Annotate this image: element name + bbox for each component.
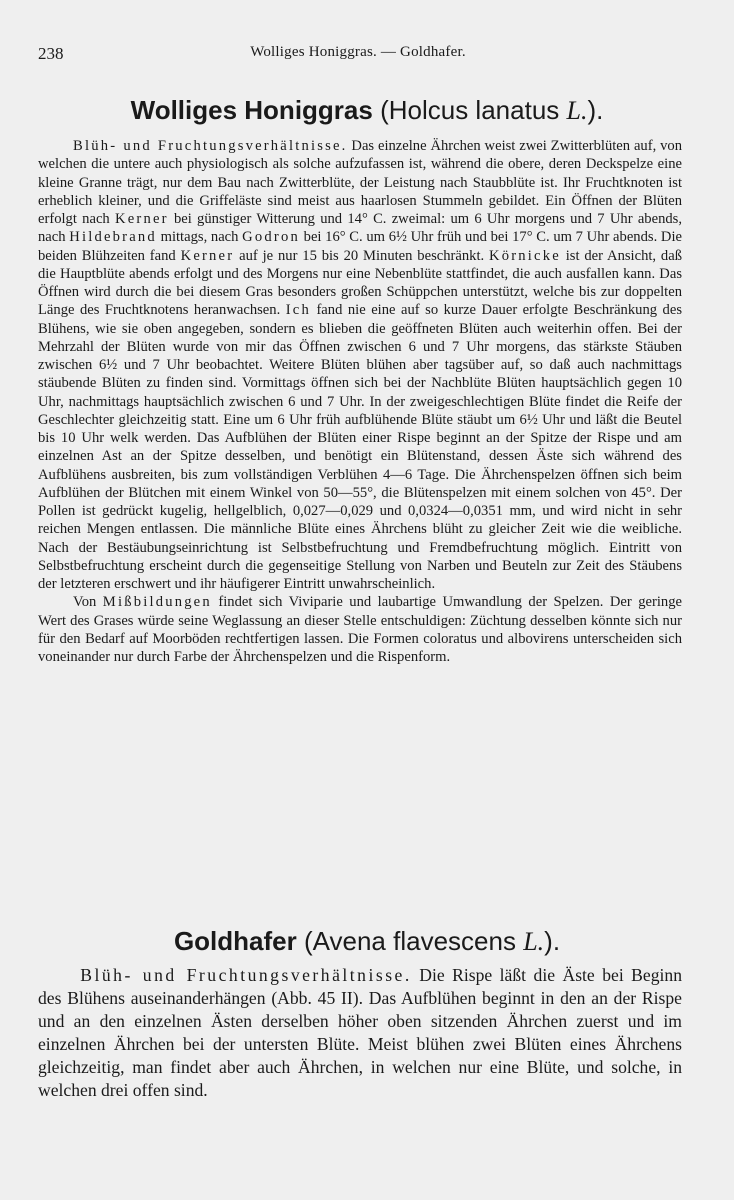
paragraph-heading: Mißbildungen xyxy=(102,594,212,611)
paragraph-heading: Blüh- und Fruchtungsverhältnisse. xyxy=(73,138,348,154)
section-title-goldhafer xyxy=(0,926,734,957)
paragraph-text: mittags, nach xyxy=(156,229,243,246)
paragraph-text: auf je nur 15 bis 20 Minuten beschränkt. xyxy=(234,247,489,264)
paragraph-text: bei 16° C. um 6½ Uhr früh und bei 17° C. um 7 Uhr abends. Die beiden Blühzeiten fand xyxy=(38,229,682,264)
paragraph-text: Das einzelne Ährchen weist zwei Zwitterblüten auf, von welchen die untere auch physiologisch als solche aufzufassen ist, während die obere, deren Deckspelze eine kleine Granne trägt, nur dem Bau nach Zwitterblüte, der Leistung nach Staubblüte ist. Ihr Fruchtknoten ist erheblich kleiner, und die Griffeläste sind meist aus haarlosen Stummeln gebildet. Ein Öffnen der Blüten erfolgt nach xyxy=(38,138,682,227)
paragraph-bluehverhaeltnisse xyxy=(38,137,682,593)
section-title-common-name: Goldhafer xyxy=(173,926,297,956)
section-title-common-name: Wolliges Honiggras xyxy=(130,95,373,125)
author-name: Körnicke xyxy=(489,247,561,264)
section-body-wolliges-honiggras xyxy=(38,137,682,666)
section-title-close: ). xyxy=(544,926,561,956)
author-name: Hildebrand xyxy=(69,229,157,246)
paragraph-text: findet sich Viviparie und laubartige Umwandlung der Spelzen. Der geringe Wert des Grases würde seine Weglassung an dieser Stelle entschuldigen: Züchtung desselben könnte sich nur für den Bedarf auf Moorböden rechtfertigen lassen. Die Formen coloratus und albovirens unterscheiden sich voneinander nur durch Farbe der Ährchenspelzen und die Rispenform. xyxy=(38,594,682,665)
page-number: 238 xyxy=(38,44,64,63)
running-head xyxy=(38,44,678,66)
author-name: Kerner xyxy=(180,247,235,264)
paragraph-text: Von xyxy=(73,594,103,611)
section-title-latin-name: (Holcus lanatus xyxy=(380,95,567,125)
section-title-latin-name: (Avena flavescens xyxy=(303,926,524,956)
paragraph-text: Die Rispe läßt die Äste bei Beginn des Blühens auseinanderhängen (Abb. 45 II). Das Aufblühen beginnt in den an der Rispe und an den einzelnen Ästen derselben höher oben sitzenden Ährchen zuerst und im einzelnen Ährchen bei der untersten Blüte. Meist blühen zwei Blüten eines Ährchens gleichzeitig, man findet aber auch Ährchen, in welchen nur eine Blüte, und solche, in welchen drei offen sind. xyxy=(38,965,682,1101)
author-name: Kerner xyxy=(114,211,169,227)
section-title-wolliges-honiggras xyxy=(0,95,734,126)
running-head-title: Wolliges Honiggras. — Goldhafer. xyxy=(250,44,466,60)
author-name: Ich xyxy=(285,302,311,319)
section-title-close: ). xyxy=(587,95,604,125)
paragraph-text: bei günstiger Witterung und 14° C. zweimal: um 6 Uhr morgens und 7 Uhr abends, nach xyxy=(38,211,682,246)
section-title-author: L. xyxy=(566,96,588,125)
author-name: Godron xyxy=(242,229,300,246)
paragraph-bluehverhaeltnisse xyxy=(38,964,682,1103)
paragraph-text: fand nie eine auf so kurze Dauer erfolgte Beschränkung des Blühens, wie sie oben angegeben, sondern es blieben die geöffneten Blüten auch weiterhin offen. Bei der Mehrzahl der Blüten wurde von mir das Öffnen zwischen 6 und 7 Uhr morgens, das stärkste Stäuben zwischen 6½ und 7 Uhr beobachtet. Weitere Blüten blühen aber tagsüber auf, so daß auch nachmittags stäubende Blüten zu finden sind. Vormittags öffnen sich bei der Nachblüte Blüten hauptsächlich gegen 10 Uhr, nachmittags hauptsächlich zwischen 6 und 7 Uhr. In der zweigeschlechtigen Blüte findet die Reife der Geschlechter gleichzeitig statt. Eine um 6 Uhr früh aufblühende Blüte stäubt um 6½ Uhr und läßt die Beutel bis 10 Uhr welk werden. Das Aufblühen der Blüten einer Rispe beginnt an der Spitze der Rispe und am einzelnen Ast an der Spitze desselben, und benötigt ein Blütenstand, dessen Äste sich während des Aufblühens ausbreiten, bis zum vollständigen Verblühen 4—6 Tage. Die Ährchenspelzen öffnen sich beim Aufblühen der Blütchen mit einem Winkel von 50—55°, die Blütenspelzen mit einem solchen von 45°. Der Pollen ist gedrückt kugelig, hellgelblich, 0,027—0,029 und 0,0324—0,0351 mm, und wird nicht in sehr reichen Mengen entlassen. Die männliche Blüte eines Ährchens blüht zu gleicher Zeit wie die weibliche. Nach der Bestäubungseinrichtung ist Selbstbefruchtung und Fremdbefruchtung möglich. Eintritt von Selbstbefruchtung erscheint durch die gegenseitige Stellung von Narben und Beuteln zur Zeit des Stäubens der letzteren erschwert und ihr häufigerer Eintritt unwahrscheinlich. xyxy=(38,302,682,592)
section-body-goldhafer xyxy=(38,964,682,1103)
paragraph-missbildungen xyxy=(38,593,682,666)
paragraph-heading: Blüh- und Fruchtungsverhältnisse. xyxy=(80,965,412,985)
section-title-author: L. xyxy=(523,927,545,956)
paragraph-text: ist der Ansicht, daß die Hauptblüte abends erfolgt und des Morgens nur eine Nebenblüte stattfindet, die auch ausfallen kann. Das Öffnen wird durch die bei diesem Gras besonders großen Schüppchen unterstützt, welche bis zur doppelten Länge des Fruchtknotens heranwachsen. xyxy=(38,247,682,319)
